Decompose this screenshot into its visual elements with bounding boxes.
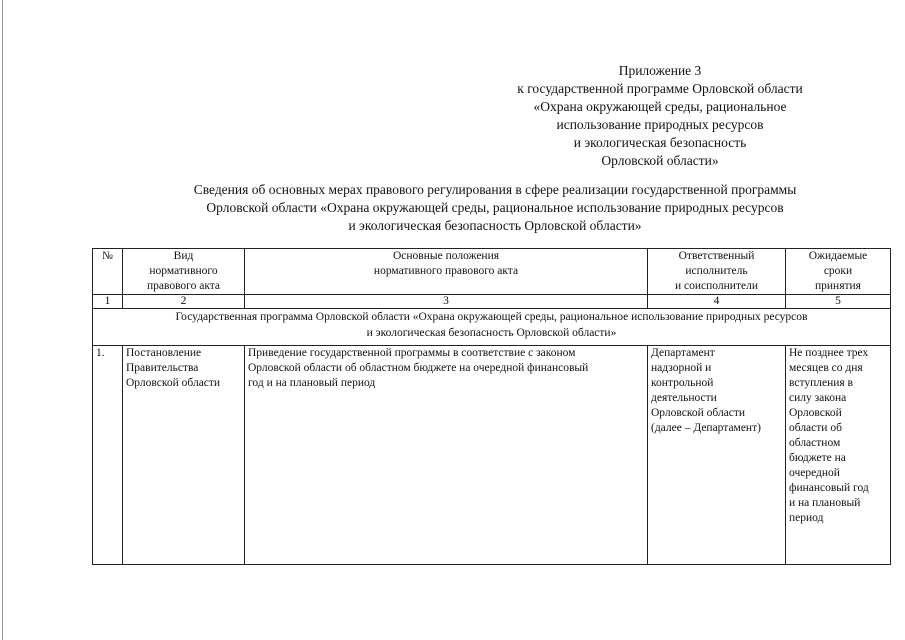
- header-cell-number: №: [93, 249, 123, 295]
- header-cell-provisions: Основные положения нормативного правового акта: [245, 249, 648, 295]
- row-number-cell: 1.: [93, 346, 123, 565]
- column-number: 3: [245, 295, 648, 309]
- legal-measures-table: [92, 248, 891, 565]
- table-header-row: [93, 249, 891, 295]
- title-line: и экологическая безопасность Орловской области»: [348, 218, 642, 233]
- executor-cell: Департамент надзорной и контрольной деятельности Орловской области (далее – Департамент): [648, 346, 786, 565]
- appendix-line: Приложение 3: [618, 63, 702, 78]
- appendix-line: «Охрана окружающей среды, рациональное: [533, 99, 787, 114]
- program-line: Государственная программа Орловской области «Охрана окружающей среды, рациональное использование природных ресурсов: [175, 311, 808, 323]
- appendix-line: к государственной программе Орловской области: [517, 81, 803, 96]
- program-cell: [93, 309, 891, 346]
- column-number: 5: [786, 295, 891, 309]
- column-number: 2: [123, 295, 245, 309]
- page-edge-line: [2, 0, 3, 640]
- appendix-line: и экологическая безопасность: [573, 135, 747, 150]
- act-type-cell: Постановление Правительства Орловской области: [123, 346, 245, 565]
- header-cell-deadline: Ожидаемые сроки принятия: [786, 249, 891, 295]
- header-cell-executor: Ответственный исполнитель и соисполнители: [648, 249, 786, 295]
- program-row: [93, 309, 891, 346]
- column-number: 1: [93, 295, 123, 309]
- column-number-row: [93, 295, 891, 309]
- document-title: [100, 181, 890, 235]
- deadline-cell: Не позднее трех месяцев со дня вступления в силу закона Орловской области об областном бюджете на очередной финансовый год и на плановый период: [786, 346, 891, 565]
- header-cell-act-type: Вид нормативного правового акта: [123, 249, 245, 295]
- appendix-block: [470, 62, 850, 170]
- program-line: и экологическая безопасность Орловской области»: [366, 327, 617, 339]
- column-number: 4: [648, 295, 786, 309]
- title-line: Орловской области «Охрана окружающей среды, рациональное использование природных ресурсов: [206, 200, 784, 215]
- appendix-line: использование природных ресурсов: [556, 117, 764, 132]
- provisions-cell: Приведение государственной программы в соответствие с законом Орловской области об областном бюджете на очередной финансовый год и на плановый период: [245, 346, 648, 565]
- title-line: Сведения об основных мерах правового регулирования в сфере реализации государственной программы: [193, 182, 797, 197]
- table-row: [93, 346, 891, 565]
- appendix-line: Орловской области»: [601, 153, 719, 168]
